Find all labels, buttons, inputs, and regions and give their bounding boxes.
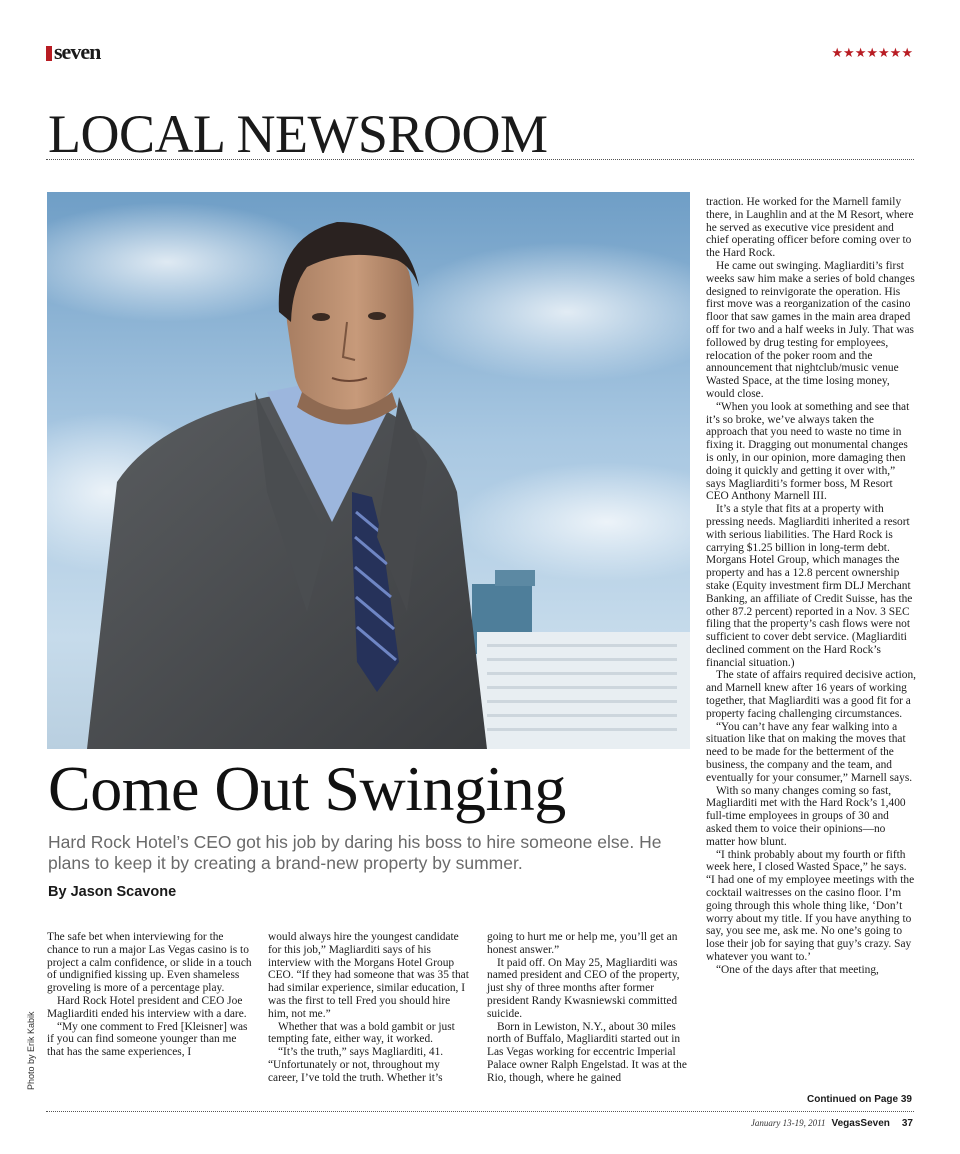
paragraph: Hard Rock Hotel president and CEO Joe Magliarditi ended his interview with a dare. bbox=[47, 994, 247, 1020]
article-byline: By Jason Scavone bbox=[48, 884, 177, 900]
portrait-photo bbox=[47, 192, 690, 749]
paragraph: would always hire the youngest candidate for this job,” Magliarditi says of his interview with the Morgans Hotel Group CEO. “If they had someone that was 35 that had similar experience, similar education, I was the first to tell Fred you should hire him, not me.” bbox=[268, 931, 469, 1020]
logo-accent-bar bbox=[46, 46, 52, 61]
article-deck: Hard Rock Hotel’s CEO got his job by daring his boss to hire someone else. He plans to keep it by creating a brand-new property by summer. bbox=[48, 832, 662, 873]
article-column-4 bbox=[706, 196, 916, 977]
article-column-1 bbox=[47, 931, 253, 1059]
logo-text: seven bbox=[54, 39, 101, 64]
paragraph: Born in Lewiston, N.Y., about 30 miles north of Buffalo, Magliarditi started out in Las Vegas working for eccentric Imperial Palace owner Ralph Engelstad. It was at the Rio, though, where he gained bbox=[487, 1020, 687, 1084]
photo-credit: Photo by Erik Kabik bbox=[26, 1011, 36, 1090]
rating-stars: ★★★★★★★ bbox=[831, 46, 913, 61]
paragraph: “You can’t have any fear walking into a situation like that on making the moves that need to be made for the betterment of the business, the company and the team, and eventually for your consumer,” Marnell says. bbox=[706, 720, 913, 784]
paragraph: “When you look at something and see that it’s so broke, we’ve always taken the approach that you need to waste no time in fixing it. Dragging out monumental changes is only, in our opinion, more damaging then doing it quickly and getting it over with,” says Magliarditi’s former boss, M Resort CEO Anthony Marnell III. bbox=[706, 400, 910, 503]
paragraph: going to hurt me or help me, you’ll get an honest answer.” bbox=[487, 931, 678, 956]
paragraph: He came out swinging. Magliarditi’s first weeks saw him make a series of bold changes designed to reinvigorate the operation. His first move was a reorganization of the casino floor that saw games in the main area draped off for two and a half weeks in July. That was followed by drug testing for employees, relocation of the poker room and the announcement that nightclub/music venue Wasted Space, at the time losing money, would close. bbox=[706, 259, 915, 400]
paragraph: It paid off. On May 25, Magliarditi was named president and CEO of the property, just shy of three months after former president Randy Kwasniewski committed suicide. bbox=[487, 956, 680, 1020]
paragraph: “My one comment to Fred [Kleisner] was if you can find someone younger than me that has the same experiences, I bbox=[47, 1020, 248, 1059]
paragraph: “I think probably about my fourth or fifth week here, I closed Wasted Space,” he says. “I had one of my employee meetings with the cocktail waitresses on the casino floor. I’m going through this whole thing like, ‘Don’t worry about my title. If you have anything to say, you see me, ask me. No one’s going to lose their job for saying that guy’s crazy. Say whatever you want to.’ bbox=[706, 848, 915, 964]
article-headline: Come Out Swinging bbox=[48, 753, 566, 824]
article-column-3 bbox=[487, 931, 693, 1085]
continued-link[interactable]: Continued on Page 39 bbox=[806, 1094, 912, 1105]
paragraph: The state of affairs required decisive action, and Marnell knew after 16 years of working together, that Magliarditi was a good fit for a property facing challenging circumstances. bbox=[706, 669, 916, 720]
paragraph: It’s a style that fits at a property with pressing needs. Magliarditi inherited a resort with serious liabilities. The Hard Rock is carrying $1.25 billion in long-term debt. Morgans Hotel Group, which manages the property and has a 12.8 percent ownership stake (Equity investment firm DLJ Merchant Banking, an affiliate of Credit Suisse, has the other 87.2 percent) reported in a Nov. 3 SEC filing that the property’s cash flows were not sufficient to cover debt service. (Magliarditi declined comment on the Hard Rock’s financial situation.) bbox=[706, 503, 913, 669]
page-number: 37 bbox=[901, 1118, 913, 1129]
section-divider bbox=[46, 159, 914, 160]
article-column-2 bbox=[268, 931, 472, 1085]
portrait-illustration bbox=[47, 192, 690, 749]
issue-date: January 13-19, 2011 bbox=[750, 1118, 826, 1128]
paragraph: “One of the days after that meeting, bbox=[716, 963, 879, 976]
publication-name: VegasSeven bbox=[831, 1118, 890, 1129]
paragraph: traction. He worked for the Marnell family there, in Laughlin and at the M Resort, where he served as executive vice president and chief operating officer before coming over to the Hard Rock. bbox=[706, 196, 914, 260]
paragraph: “It’s the truth,” says Magliarditi, 41. “Unfortunately or not, throughout my career, I’ve told the truth. Whether it’s bbox=[268, 1046, 444, 1084]
paragraph: With so many changes coming so fast, Magliarditi met with the Hard Rock’s 1,400 full-time employees in groups of 30 and asked them to voice their opinions—no matter how blunt. bbox=[706, 784, 906, 848]
masthead-logo bbox=[46, 39, 101, 64]
paragraph: Whether that was a bold gambit or just tempting fate, either way, it worked. bbox=[268, 1020, 455, 1046]
footer-divider bbox=[46, 1111, 914, 1112]
page-footer bbox=[751, 1118, 913, 1129]
section-title: LOCAL NEWSROOM bbox=[48, 104, 548, 164]
paragraph: The safe bet when interviewing for the chance to run a major Las Vegas casino is to project a calm confidence, or slide in a touch of undignified kissing up. Even shameless groveling is more of a percentage play. bbox=[47, 931, 252, 995]
